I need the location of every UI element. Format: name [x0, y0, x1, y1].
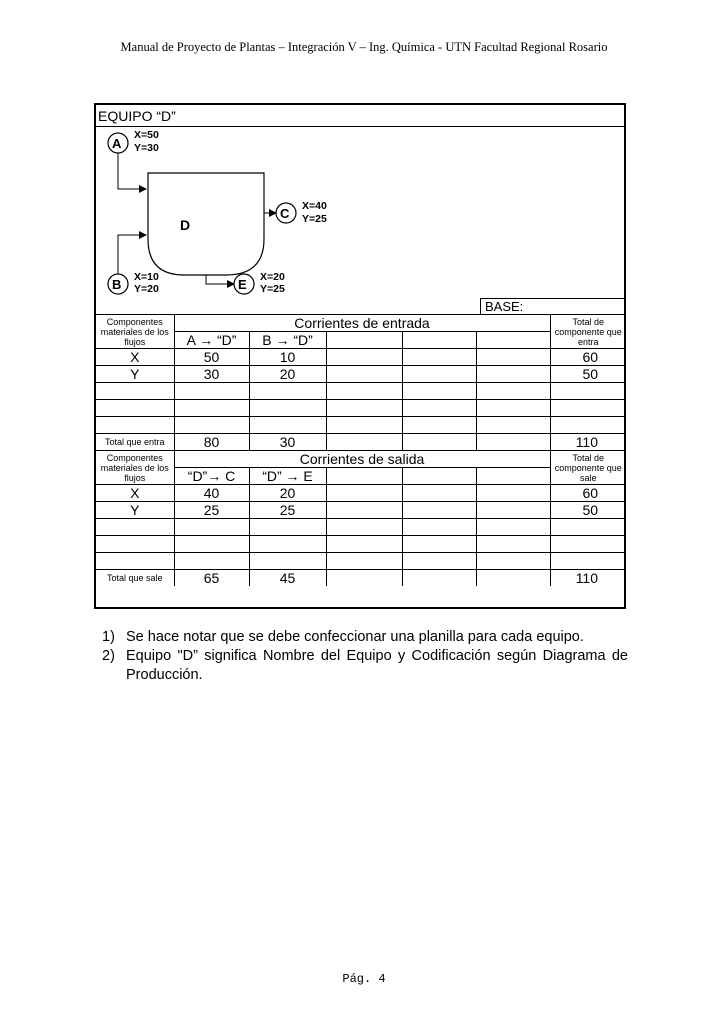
comp-header-in: Componentes materiales de los flujos [96, 315, 174, 349]
value-cell: 25 [174, 502, 249, 519]
empty-cell [249, 519, 326, 536]
value-cell: 50 [174, 349, 249, 366]
empty-cell [476, 485, 550, 502]
entrada-total-1: 80 [174, 434, 249, 451]
equipment-title: EQUIPO “D” [98, 108, 176, 124]
stream-a-y: Y=30 [134, 142, 159, 154]
salida-total-2: 45 [249, 570, 326, 587]
empty-cell [402, 570, 476, 587]
empty-cell [174, 519, 249, 536]
empty-cell [249, 417, 326, 434]
note-number: 2) [102, 648, 115, 664]
empty-cell [402, 434, 476, 451]
note-item [102, 647, 628, 685]
value-cell: 25 [249, 502, 326, 519]
empty-cell [402, 536, 476, 553]
stream-b-x: X=10 [134, 271, 159, 283]
salida-grand-total: 110 [550, 570, 626, 587]
empty-cell [326, 536, 402, 553]
entrada-total-header: Total de componente que entra [550, 315, 626, 349]
row-total: 50 [550, 366, 626, 383]
empty-cell [550, 553, 626, 570]
empty-cell [476, 519, 550, 536]
value-cell: 40 [174, 485, 249, 502]
empty-cell [326, 366, 402, 383]
salida-total-header: Total de componente que sale [550, 451, 626, 485]
notes-list [102, 628, 628, 685]
stream-e-line [206, 275, 234, 284]
stream-a-x: X=50 [134, 129, 159, 141]
stream-c-x: X=40 [302, 200, 327, 212]
empty-cell [174, 383, 249, 400]
empty-cell [326, 417, 402, 434]
stream-e-id: E [238, 277, 247, 292]
empty-cell [402, 417, 476, 434]
empty-cell [550, 536, 626, 553]
salida-title: Corrientes de salida [174, 451, 550, 468]
empty-cell [550, 400, 626, 417]
empty-cell [402, 468, 476, 485]
stream-e-y: Y=25 [260, 283, 285, 295]
value-cell: 30 [174, 366, 249, 383]
empty-cell [326, 519, 402, 536]
comp-header-out: Componentes materiales de los flujos [96, 451, 174, 485]
entrada-grand-total: 110 [550, 434, 626, 451]
empty-cell [326, 570, 402, 587]
entrada-title: Corrientes de entrada [174, 315, 550, 332]
empty-cell [476, 400, 550, 417]
empty-cell [96, 536, 174, 553]
entrada-total-label: Total que entra [96, 434, 174, 451]
vessel-label: D [180, 217, 191, 233]
empty-cell [402, 366, 476, 383]
stream-b-id: B [112, 277, 122, 292]
empty-cell [326, 383, 402, 400]
empty-cell [476, 417, 550, 434]
empty-cell [326, 434, 402, 451]
empty-cell [96, 417, 174, 434]
empty-cell [402, 383, 476, 400]
salida-stream-2: “D” → E [249, 468, 326, 485]
page-header: Manual de Proyecto de Plantas – Integración V – Ing. Química - UTN Facultad Regional Rosario [120, 40, 608, 54]
stream-b-y: Y=20 [134, 283, 159, 295]
mass-balance-sheet [94, 103, 626, 609]
value-cell: 20 [249, 366, 326, 383]
empty-cell [476, 332, 550, 349]
empty-cell [476, 366, 550, 383]
flow-diagram [98, 127, 328, 297]
empty-cell [402, 349, 476, 366]
empty-cell [402, 553, 476, 570]
row-total: 50 [550, 502, 626, 519]
note-number: 1) [102, 629, 115, 645]
row-total: 60 [550, 485, 626, 502]
empty-cell [402, 502, 476, 519]
empty-cell [402, 332, 476, 349]
empty-cell [550, 519, 626, 536]
note-item [102, 628, 628, 647]
value-cell: 10 [249, 349, 326, 366]
empty-cell [96, 400, 174, 417]
row-total: 60 [550, 349, 626, 366]
empty-cell [326, 502, 402, 519]
empty-cell [550, 383, 626, 400]
empty-cell [476, 468, 550, 485]
entrada-stream-2: B → “D” [249, 332, 326, 349]
empty-cell [174, 536, 249, 553]
empty-cell [96, 519, 174, 536]
empty-cell [476, 570, 550, 587]
empty-cell [476, 536, 550, 553]
empty-cell [476, 383, 550, 400]
comp-name: X [96, 485, 174, 502]
empty-cell [249, 553, 326, 570]
salida-total-1: 65 [174, 570, 249, 587]
empty-cell [402, 400, 476, 417]
empty-cell [326, 468, 402, 485]
empty-cell [476, 434, 550, 451]
empty-cell [174, 553, 249, 570]
empty-cell [476, 502, 550, 519]
empty-cell [249, 400, 326, 417]
stream-b-line [118, 235, 146, 274]
stream-a-id: A [112, 136, 122, 151]
note-text: Equipo "D” significa Nombre del Equipo y Codificación según Diagrama de Producción. [126, 648, 628, 683]
empty-cell [326, 553, 402, 570]
note-text: Se hace notar que se debe confeccionar una planilla para cada equipo. [126, 629, 584, 645]
empty-cell [326, 485, 402, 502]
value-cell: 20 [249, 485, 326, 502]
comp-name: Y [96, 366, 174, 383]
base-field: BASE: [480, 298, 626, 315]
stream-e-x: X=20 [260, 271, 285, 283]
empty-cell [96, 553, 174, 570]
balance-table [96, 314, 626, 586]
entrada-total-2: 30 [249, 434, 326, 451]
empty-cell [174, 417, 249, 434]
salida-total-label: Total que sale [96, 570, 174, 587]
comp-name: Y [96, 502, 174, 519]
empty-cell [476, 349, 550, 366]
empty-cell [476, 553, 550, 570]
empty-cell [326, 400, 402, 417]
stream-c-y: Y=25 [302, 213, 327, 225]
empty-cell [174, 400, 249, 417]
stream-a-line [118, 153, 146, 189]
empty-cell [550, 417, 626, 434]
salida-stream-1: “D”→ C [174, 468, 249, 485]
empty-cell [402, 485, 476, 502]
empty-cell [326, 332, 402, 349]
page-number: Pág. 4 [342, 972, 386, 986]
empty-cell [96, 383, 174, 400]
empty-cell [249, 383, 326, 400]
empty-cell [326, 349, 402, 366]
vessel-shape [148, 173, 264, 275]
empty-cell [249, 536, 326, 553]
entrada-stream-1: A → “D” [174, 332, 249, 349]
comp-name: X [96, 349, 174, 366]
stream-c-id: C [280, 206, 290, 221]
empty-cell [402, 519, 476, 536]
